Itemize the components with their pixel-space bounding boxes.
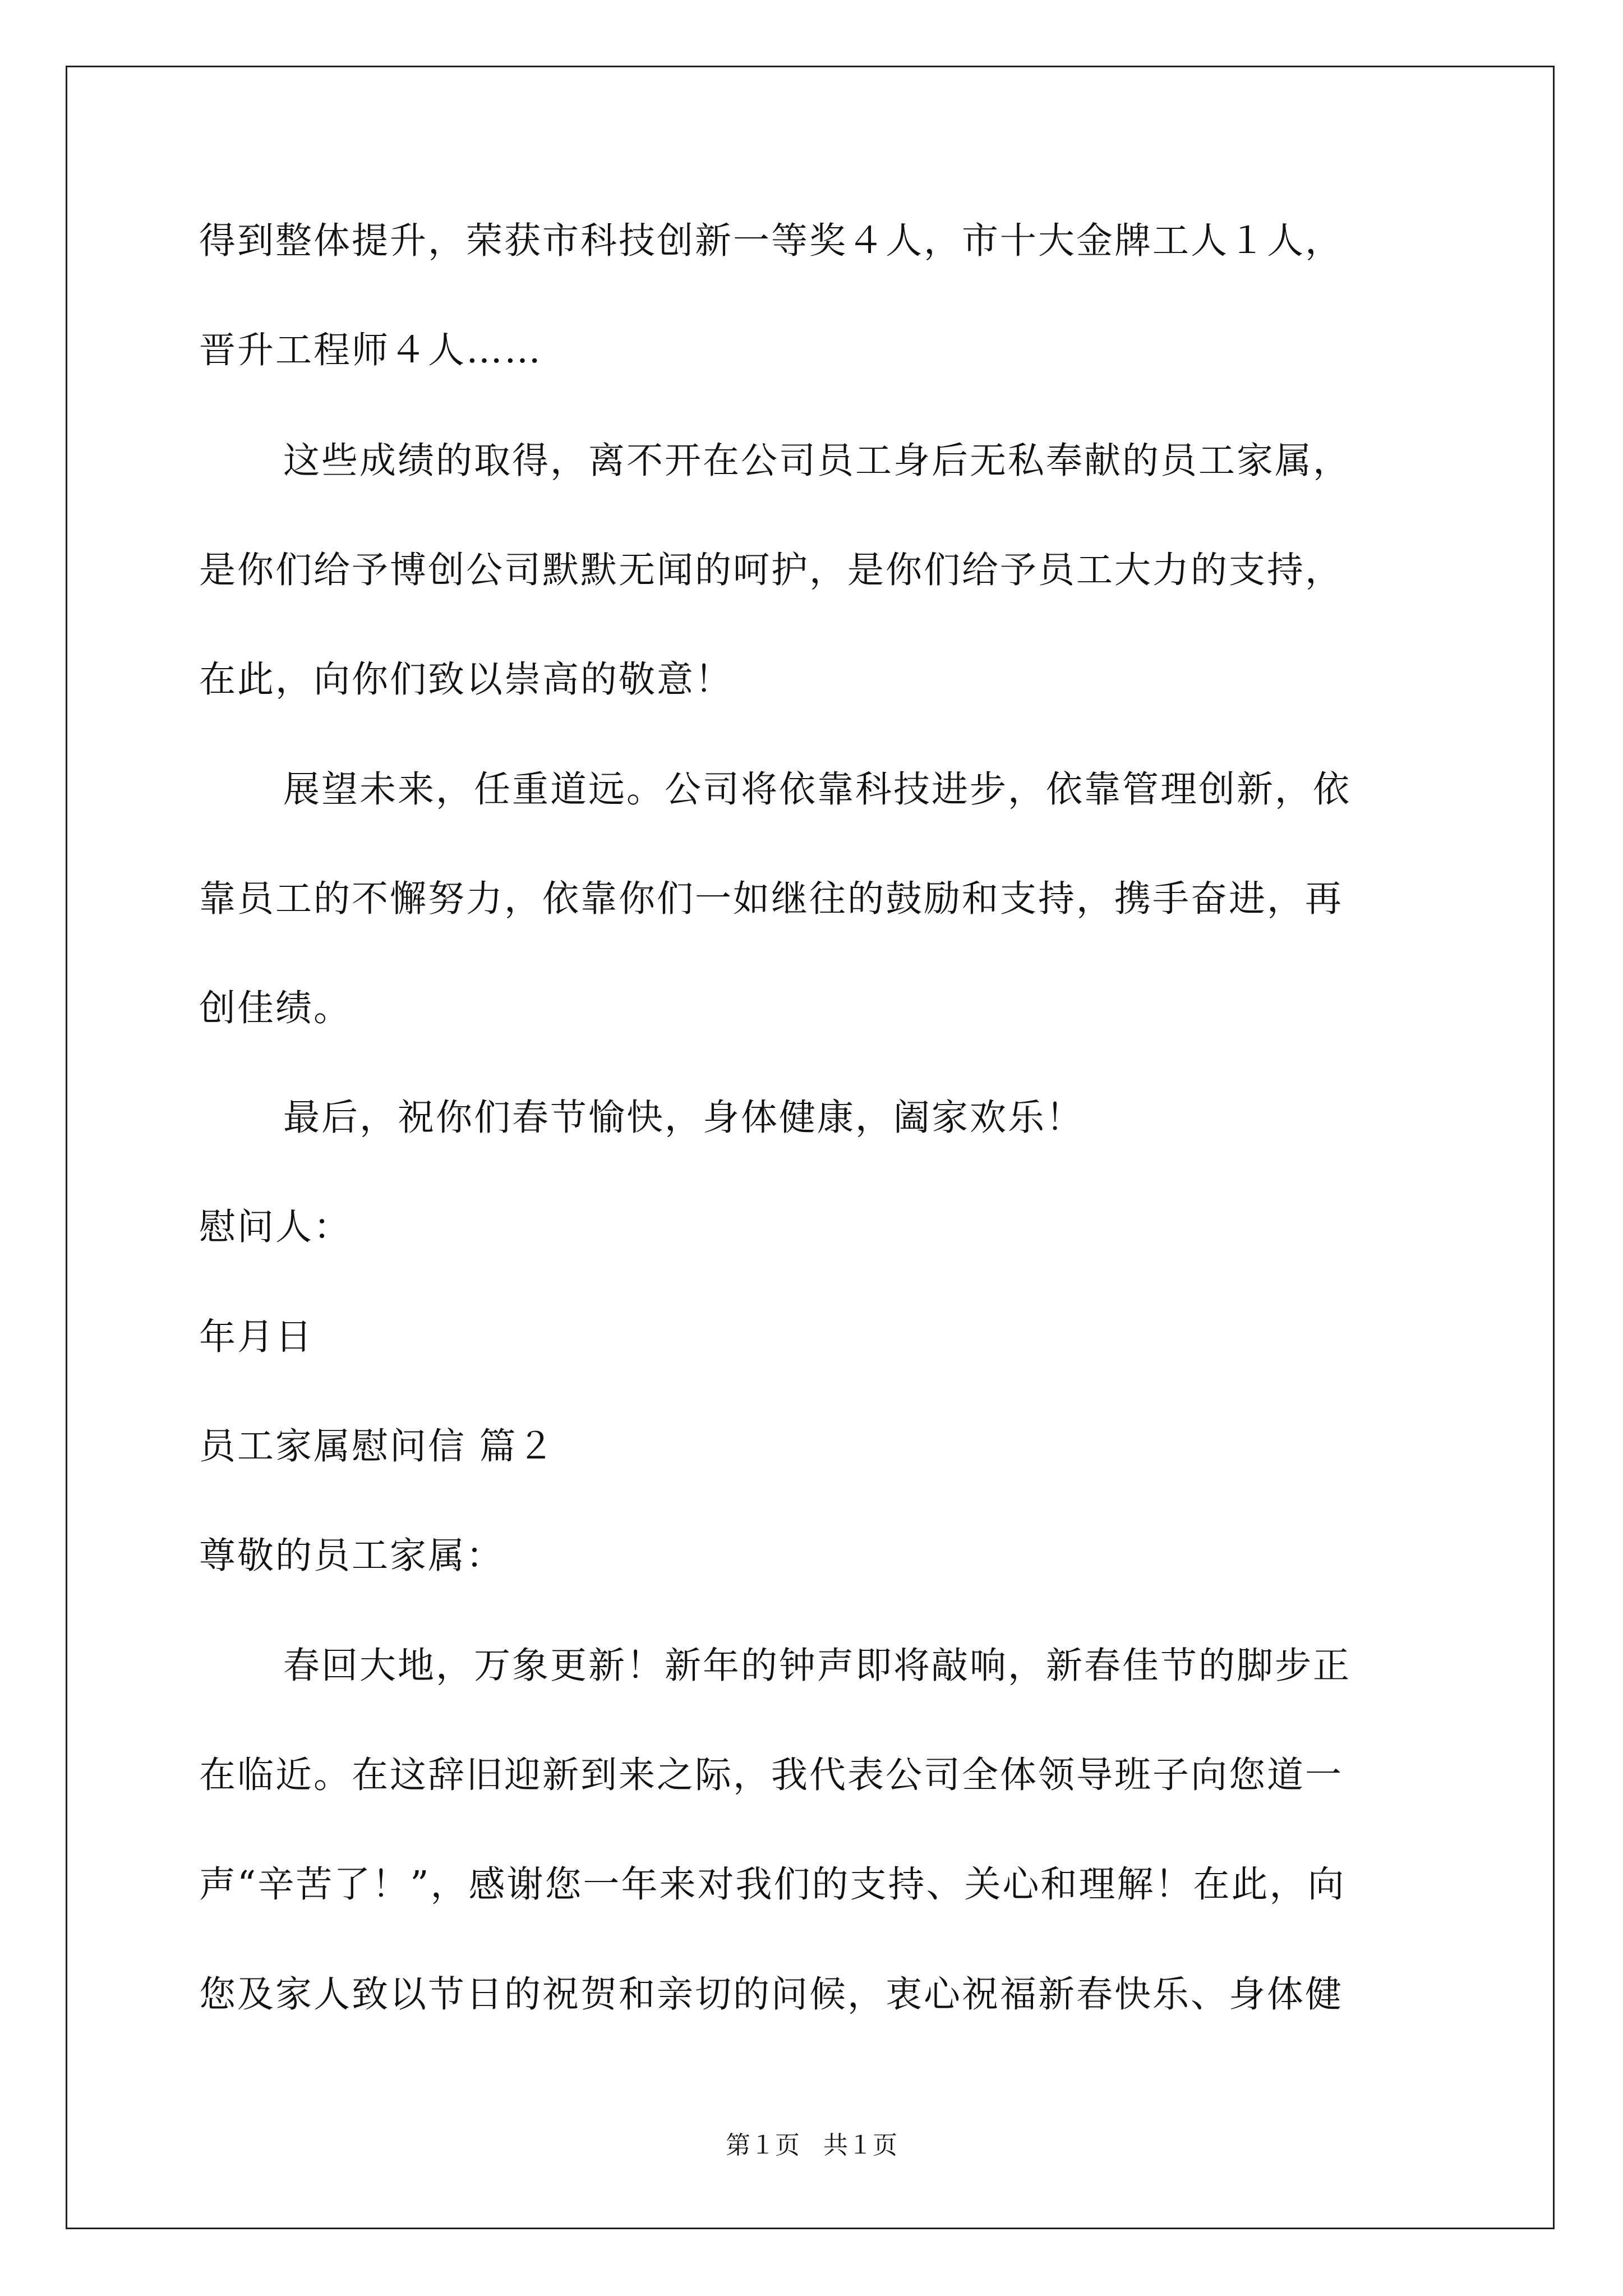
salutation: 尊敬的员工家属：: [199, 1535, 505, 1577]
page-number: 第１页: [726, 2131, 800, 2160]
text-line: 在此，向你们致以崇高的敬意！: [199, 659, 734, 701]
paragraph-first-line: 春回大地，万象更新！新年的钟声即将敲响，新春佳节的脚步正: [283, 1645, 1352, 1687]
text-line: 创佳绩。: [199, 987, 352, 1029]
signature-label: 慰问人：: [199, 1206, 352, 1248]
text-line: 得到整体提升，荣获市科技创新一等奖４人，市十大金牌工人１人，: [199, 220, 1344, 262]
text-line: 声“辛苦了！”，感谢您一年来对我们的支持、关心和理解！在此，向: [199, 1864, 1346, 1906]
page-footer: [0, 2129, 1623, 2162]
text-line: 靠员工的不懈努力，依靠你们一如继往的鼓励和支持，携手奋进，再: [199, 878, 1344, 920]
section-heading: 员工家属慰问信 篇２: [199, 1425, 556, 1467]
page-total: 共１页: [823, 2131, 897, 2160]
text-line: 是你们给予博创公司默默无闻的呵护，是你们给予员工大力的支持，: [199, 549, 1344, 591]
text-line: 在临近。在这辞旧迎新到来之际，我代表公司全体领导班子向您道一: [199, 1754, 1344, 1796]
paragraph-first-line: 最后，祝你们春节愉快，身体健康，阖家欢乐！: [283, 1097, 1085, 1139]
text-line: 您及家人致以节日的祝贺和亲切的问候，衷心祝福新春快乐、身体健: [199, 1973, 1344, 2016]
date-line: 年月日: [199, 1316, 314, 1358]
paragraph-first-line: 展望未来，任重道远。公司将依靠科技进步，依靠管理创新，依: [283, 769, 1352, 811]
text-line: 晋升工程师４人……: [199, 329, 543, 371]
paragraph-first-line: 这些成绩的取得，离不开在公司员工身后无私奉献的员工家属，: [283, 440, 1352, 482]
